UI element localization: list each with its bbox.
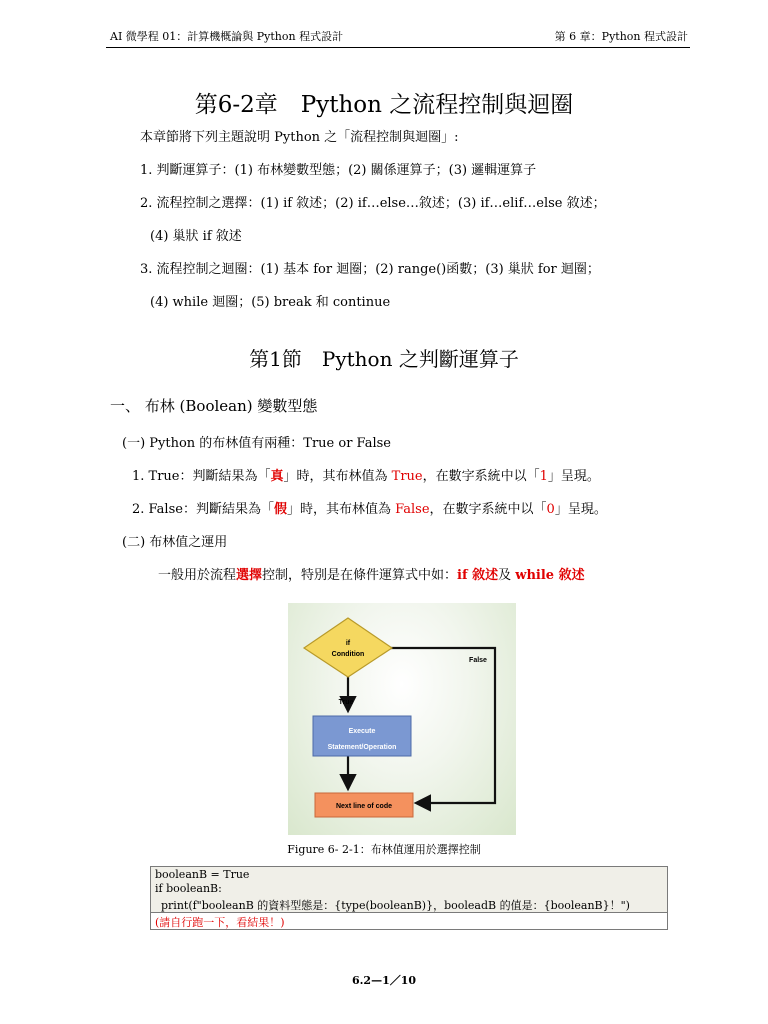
- header-rule: [106, 47, 690, 48]
- false-text-a: 2. False：判斷結果為「: [132, 502, 274, 517]
- part1-heading: (一) Python 的布林值有兩種：True or False: [122, 436, 391, 451]
- condition-label-1: if: [345, 640, 351, 647]
- true-text-e: ，在數字系統中以「: [422, 469, 540, 484]
- intro-item-3-cont: (4) while 迴圈；(5) break 和 continue: [150, 295, 391, 310]
- usage-text-f: while 敘述: [515, 568, 585, 583]
- subsection-title: 一、 布林 (Boolean) 變數型態: [110, 397, 318, 415]
- intro-lead: 本章節將下列主題說明 Python 之「流程控制與迴圈」:: [140, 130, 459, 145]
- code-line-3: print(f"booleanB 的資料型態是：{type(booleanB)}，booleadB 的值是：{booleanB}！"): [161, 899, 630, 912]
- flowchart-figure: [288, 603, 516, 835]
- section-title: 第1節 Python 之判斷運算子: [249, 347, 519, 371]
- false-label: False: [469, 657, 487, 664]
- page-number: 6.2—1／10: [351, 974, 417, 987]
- next-label: Next line of code: [335, 803, 393, 810]
- false-text-c: 」時，其布林值為: [286, 502, 396, 517]
- intro-item-2: 2. 流程控制之選擇：(1) if 敘述；(2) if…else…敘述；(3) if…elif…else 敘述；: [140, 196, 606, 211]
- part2-heading: (二) 布林值之運用: [122, 535, 228, 550]
- code-note: (請自行跑一下，看結果！): [155, 916, 285, 929]
- false-line: [132, 498, 607, 517]
- code-box: [150, 866, 668, 930]
- usage-text-c: 控制，特別是在條件運算式中如：: [262, 568, 458, 583]
- intro-item-1: 1. 判斷運算子：(1) 布林變數型態；(2) 關係運算子；(3) 邏輯運算子: [140, 163, 537, 178]
- usage-text-d: if 敘述: [457, 568, 499, 583]
- false-text-b: 假: [273, 502, 287, 517]
- figure-caption: Figure 6- 2-1：布林值運用於選擇控制: [287, 843, 481, 856]
- false-text-f: 0: [546, 502, 555, 517]
- execute-label-1: Execute: [348, 728, 376, 735]
- false-text-e: ，在數字系統中以「: [429, 502, 547, 517]
- true-label: True: [338, 699, 354, 706]
- true-text-g: 」呈現。: [547, 469, 600, 484]
- true-line: [132, 465, 600, 484]
- intro-item-3: 3. 流程控制之迴圈：(1) 基本 for 迴圈；(2) range()函數；(3) 巢狀 for 迴圈；: [140, 262, 600, 277]
- usage-line: [158, 564, 585, 583]
- true-text-b: 真: [270, 469, 284, 484]
- true-text-a: 1. True：判斷結果為「: [132, 469, 271, 484]
- execute-label-2: Statement/Operation: [327, 744, 397, 751]
- condition-label-2: Condition: [331, 651, 365, 658]
- code-line-2: if booleanB:: [155, 882, 222, 895]
- condition-diamond: [304, 618, 392, 677]
- usage-text-b: 選擇: [236, 568, 263, 583]
- code-line-1: booleanB = True: [155, 868, 250, 881]
- usage-text-e: 及: [498, 568, 516, 583]
- true-text-f: 1: [539, 469, 548, 484]
- flowchart-svg: [288, 603, 516, 835]
- false-text-d: False: [395, 502, 430, 517]
- usage-text-a: 一般用於流程: [158, 568, 237, 583]
- intro-item-2-cont: (4) 巢狀 if 敘述: [150, 229, 242, 244]
- true-text-d: True: [391, 469, 423, 484]
- false-text-g: 」呈現。: [554, 502, 607, 517]
- true-text-c: 」時，其布林值為: [283, 469, 392, 484]
- header-left: AI 微學程 01：計算機概論與 Python 程式設計: [110, 30, 344, 43]
- chapter-title: 第6-2章 Python 之流程控制與迴圈: [194, 92, 574, 118]
- header-right: 第 6 章：Python 程式設計: [554, 30, 688, 43]
